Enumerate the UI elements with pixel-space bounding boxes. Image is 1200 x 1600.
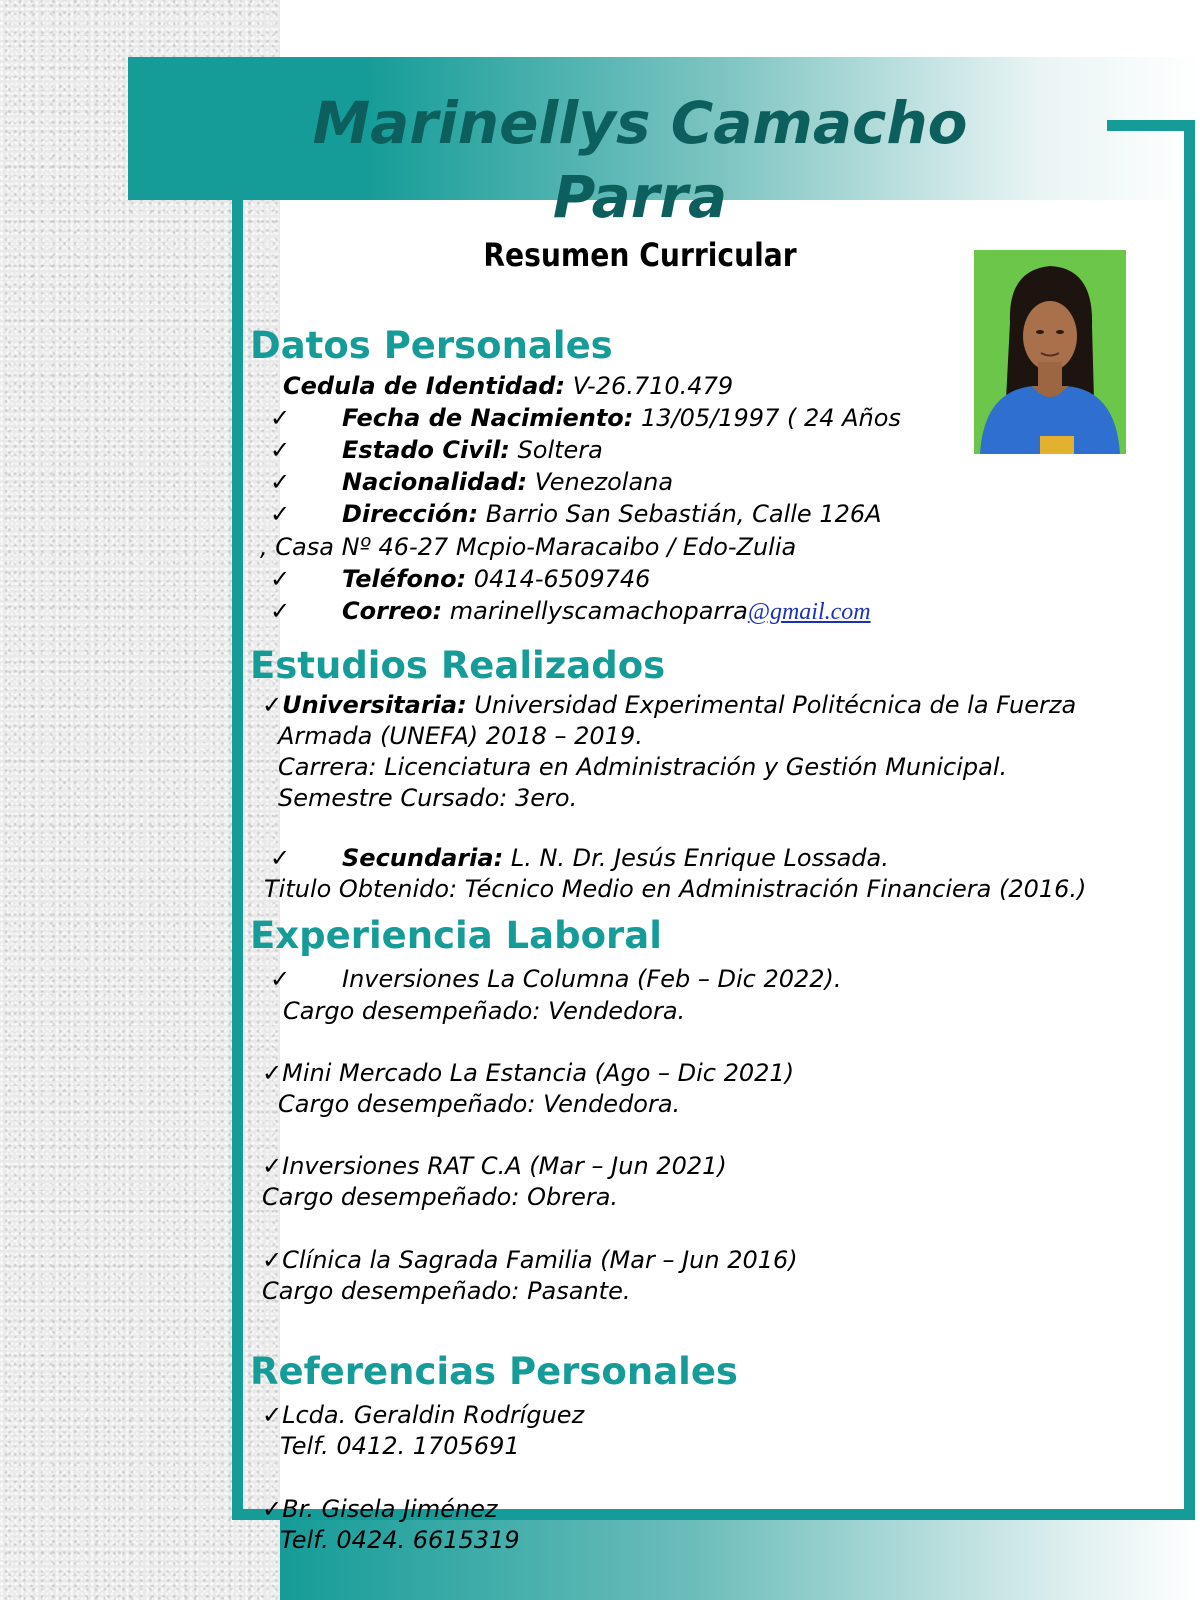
reference-item (262, 1494, 498, 1524)
job-role: Cargo desempeñado: Vendedora. (283, 997, 686, 1025)
job-company: Inversiones RAT C.A (Mar – Jun 2021) (282, 1152, 727, 1180)
field-direccion (270, 499, 882, 529)
field-correo (270, 596, 871, 627)
heading-experiencia: Experiencia Laboral (250, 914, 662, 957)
heading-referencias: Referencias Personales (250, 1350, 738, 1393)
frame-left (232, 200, 243, 1520)
field-nacionalidad (270, 467, 673, 497)
check-icon: ✓ (262, 691, 283, 719)
sec-value: L. N. Dr. Jesús Enrique Lossada. (503, 844, 889, 872)
frame-right (1184, 120, 1195, 1520)
email-label: Correo: (342, 597, 443, 625)
study-universitaria (262, 690, 1076, 720)
uni-line-3: Carrera: Licenciatura en Administración y Gestión Municipal. (278, 753, 1008, 781)
reference-item (262, 1400, 584, 1430)
reference-phone: Telf. 0412. 1705691 (280, 1432, 520, 1460)
job-item (262, 1151, 727, 1181)
name-line-1: Marinellys Camacho (312, 89, 968, 157)
resume-subtitle: Resumen Curricular (483, 236, 797, 274)
job-company: Clínica la Sagrada Familia (Mar – Jun 2016) (282, 1246, 798, 1274)
civil-label: Estado Civil: (342, 436, 510, 464)
job-item (262, 1245, 798, 1275)
check-icon: ✓ (270, 436, 291, 464)
job-item (262, 1058, 794, 1088)
reference-name: Br. Gisela Jiménez (282, 1495, 498, 1523)
uni-value: Universidad Experimental Politécnica de la Fuerza (466, 691, 1077, 719)
check-icon: ✓ (262, 1495, 283, 1523)
uni-line-2: Armada (UNEFA) 2018 – 2019. (278, 722, 643, 750)
job-company: Mini Mercado La Estancia (Ago – Dic 2021) (282, 1059, 795, 1087)
check-icon: ✓ (270, 468, 291, 496)
field-telefono (270, 564, 650, 594)
address-value: Barrio San Sebastián, Calle 126A (478, 500, 882, 528)
check-icon: ✓ (270, 404, 291, 432)
name-line-2: Parra (552, 163, 728, 231)
check-icon: ✓ (262, 1059, 283, 1087)
check-icon: ✓ (270, 844, 291, 872)
job-item (270, 964, 842, 994)
check-icon: ✓ (262, 1152, 283, 1180)
cedula-value: V-26.710.479 (565, 372, 734, 400)
check-icon: ✓ (270, 500, 291, 528)
field-estado-civil (270, 435, 603, 465)
check-icon: ✓ (262, 1246, 283, 1274)
nationality-value: Venezolana (527, 468, 674, 496)
check-icon: ✓ (262, 1401, 283, 1429)
job-role: Cargo desempeñado: Pasante. (262, 1277, 631, 1305)
civil-value: Soltera (509, 436, 603, 464)
email-domain-link[interactable]: @gmail.com (747, 599, 871, 625)
field-fecha-nacimiento (270, 403, 901, 433)
study-secundaria (270, 843, 889, 873)
heading-estudios: Estudios Realizados (250, 644, 666, 687)
job-company: Inversiones La Columna (Feb – Dic 2022). (342, 965, 842, 993)
sec-line-2: Titulo Obtenido: Técnico Medio en Administración Financiera (2016.) (264, 875, 1087, 903)
heading-datos-personales: Datos Personales (250, 324, 613, 367)
frame-top-right (1107, 120, 1195, 131)
reference-name: Lcda. Geraldin Rodríguez (282, 1401, 585, 1429)
phone-label: Teléfono: (342, 565, 467, 593)
profile-photo (974, 250, 1126, 454)
sec-label: Secundaria: (342, 844, 504, 872)
nationality-label: Nacionalidad: (342, 468, 528, 496)
resume-name (300, 86, 980, 234)
email-user: marinellyscamachoparra (442, 597, 748, 625)
field-cedula (283, 371, 733, 401)
address-continuation: , Casa Nº 46-27 Mcpio-Maracaibo / Edo-Zulia (260, 533, 797, 561)
reference-phone: Telf. 0424. 6615319 (280, 1526, 520, 1554)
birth-label: Fecha de Nacimiento: (342, 404, 634, 432)
check-icon: ✓ (270, 965, 291, 993)
address-label: Dirección: (342, 500, 479, 528)
phone-value: 0414-6509746 (466, 565, 651, 593)
job-role: Cargo desempeñado: Obrera. (262, 1183, 619, 1211)
cedula-label: Cedula de Identidad: (283, 372, 566, 400)
uni-line-4: Semestre Cursado: 3ero. (278, 784, 578, 812)
check-icon: ✓ (270, 597, 291, 625)
uni-label: Universitaria: (282, 691, 467, 719)
job-role: Cargo desempeñado: Vendedora. (278, 1090, 681, 1118)
check-icon: ✓ (270, 565, 291, 593)
birth-value: 13/05/1997 ( 24 Años (633, 404, 901, 432)
